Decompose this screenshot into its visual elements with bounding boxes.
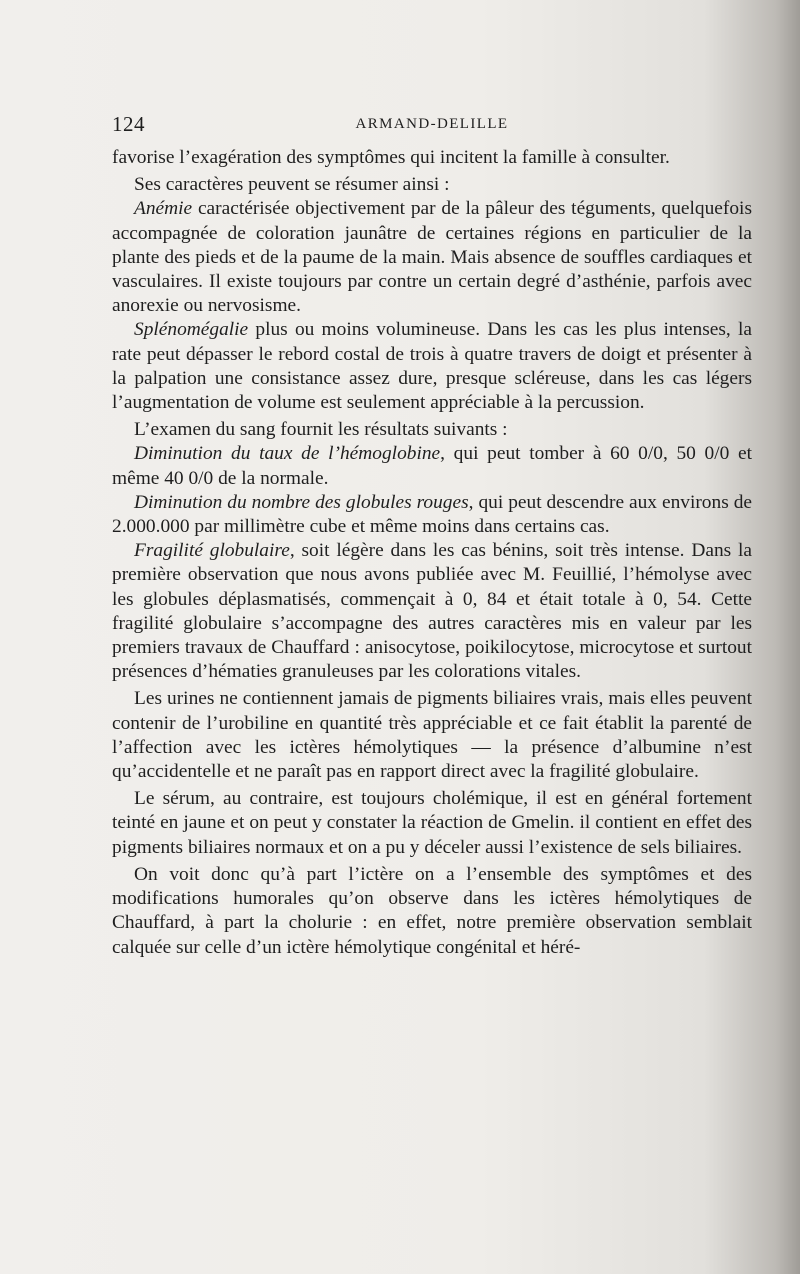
term-fragilite: Fragilité globulaire <box>134 540 290 562</box>
paragraph-urines: Les urines ne contiennent jamais de pigments biliaires vrais, mais elles peuvent contenir de l’urobiline en quantité très appréciable et ce fait établit la parenté de l’affection avec les ictères hémolytiques — la présence d’albumine n’est qu’accidentelle et ne paraît pas en rapport direct avec la fragilité globulaire. <box>112 688 752 783</box>
text-hemoglobine: , qui peut tomber à 60 0/0, 50 0/0 et même 40 0/0 de la normale. <box>112 443 753 489</box>
paragraph-globules-rouges <box>112 491 752 539</box>
running-head <box>112 112 752 142</box>
term-hemoglobine: Diminution du taux de l’hémoglobine <box>134 443 441 465</box>
paragraph-conclusion: On voit donc qu’à part l’ictère on a l’ensemble des symptômes et des modifications humorales qu’on observe dans les ictères hémolytiques de Chauffard, à part la cholurie : en effet, notre première observation semblait calquée sur celle d’un ictère hémolytique congénital et héré- <box>112 863 752 958</box>
term-splenomegalie: Splénomégalie <box>134 319 249 341</box>
paragraph-continuation: favorise l’exagération des symptômes qui incitent la famille à consulter. <box>112 147 670 168</box>
paragraph-blood-exam: L’examen du sang fournit les résultats suivants : <box>134 419 508 441</box>
text-fragilite: , soit légère dans les cas bénins, soit très intense. Dans la première observation que nous avons publiée avec M. Feuillié, l’hémolyse avec les globules déplasmatisés, commençait à 0, 84 et était totale à 0, 54. Cette fragilité globulaire s’accompagne des autres caractères mis en valeur par les premiers travaux de Chauffard : anisocytose, poikilocytose, microcytose et surtout présences d’hématies granuleuses par les colorations vitales. <box>112 540 752 683</box>
paragraph-hemoglobine <box>112 442 752 490</box>
text-globules-rouges: , qui peut descendre aux environs de 2.000.000 par millimètre cube et même moins dans certains cas. <box>112 491 752 538</box>
term-anemie: Anémie <box>134 198 193 220</box>
page-number: 124 <box>112 112 145 136</box>
text-block <box>112 112 752 960</box>
paragraph-serum: Le sérum, au contraire, est toujours cholémique, il est en général fortement teinté en jaune et on peut y constater la réaction de Gmelin. il contient en effet des pigments biliaires normaux et on a pu y déceler aussi l’existence de sels biliaires. <box>112 788 752 858</box>
text-anemie: caractérisée objectivement par de la pâleur des téguments, quelquefois accompagnée de coloration jaunâtre de certaines régions en particulier de la plante des pieds et de la paume de la main. Mais absence de souffles cardiaques et vasculaires. Il existe toujours par contre un certain degré d’asthénie, parfois avec anorexie ou nervosisme. <box>112 198 752 317</box>
paragraph-summary-intro: Ses caractères peuvent se résumer ainsi : <box>134 174 450 196</box>
paragraph-fragilite <box>112 539 752 684</box>
paragraph-anemie <box>112 197 752 318</box>
paragraph-splenomegalie <box>112 318 752 415</box>
text-splenomegalie: plus ou moins volumineuse. Dans les cas les plus intenses, la rate peut dépasser le rebord costal de trois à quatre travers de doigt et présenter à la palpation une consistance assez dure, presque scléreuse, dans les cas légers l’augmentation de volume est seulement appréciable à la percussion. <box>112 319 752 414</box>
term-globules-rouges: Diminution du nombre des globules rouges <box>134 491 469 513</box>
running-title: ARMAND-DELILLE <box>355 116 509 132</box>
